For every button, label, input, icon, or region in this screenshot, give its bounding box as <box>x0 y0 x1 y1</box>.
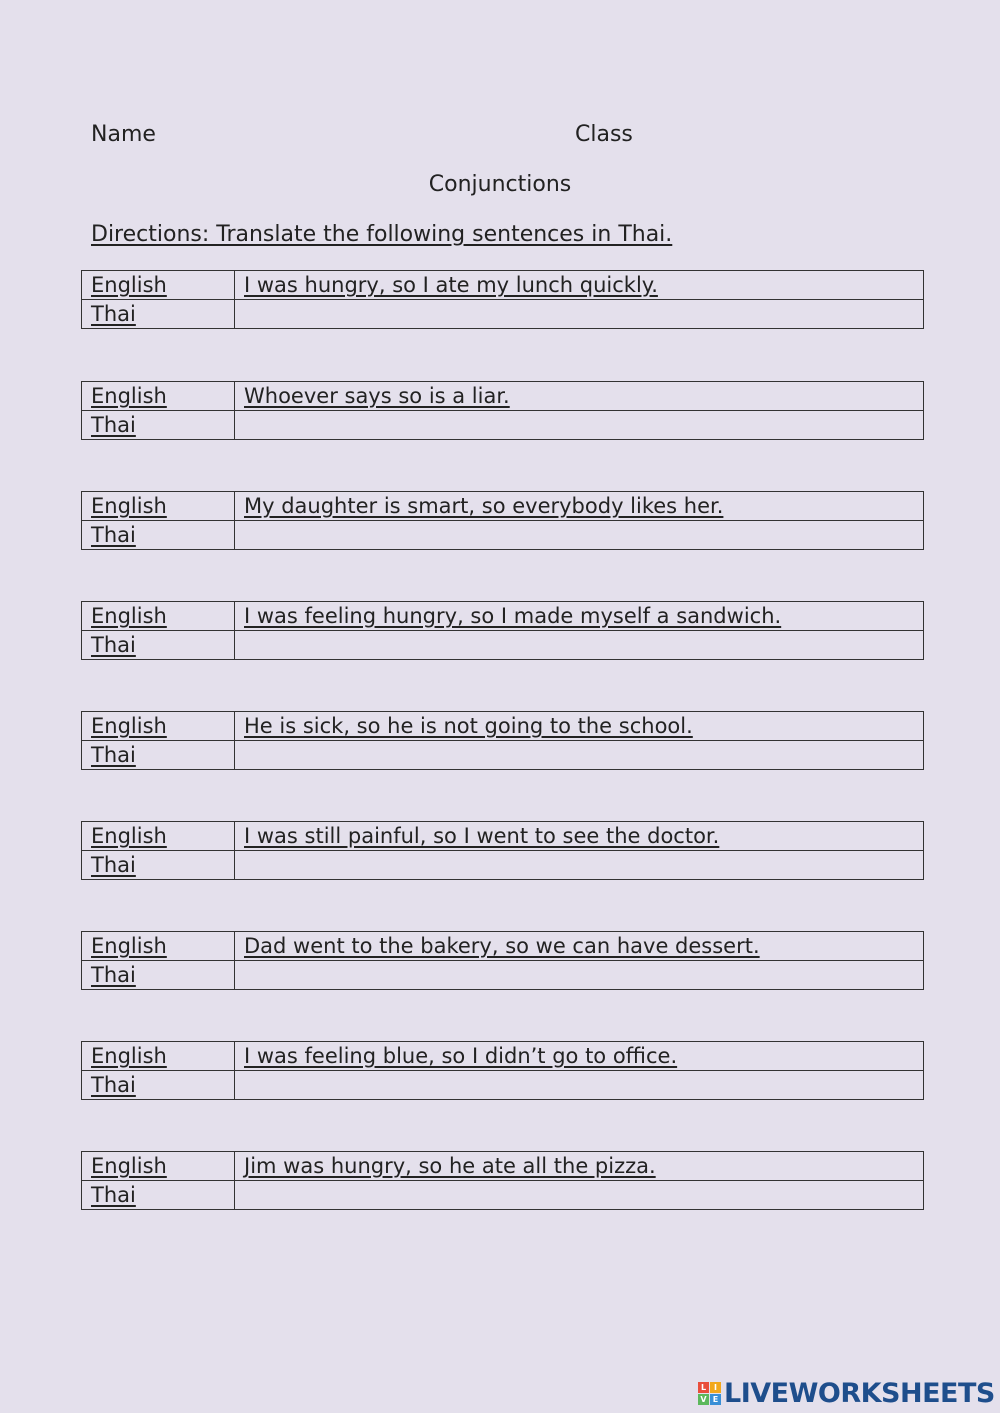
thai-answer-cell[interactable] <box>235 741 924 770</box>
page-title: Conjunctions <box>428 172 572 197</box>
thai-row <box>82 521 924 550</box>
thai-label: Thai <box>82 521 235 550</box>
exercise-table <box>81 1041 924 1100</box>
logo-text: LIVEWORKSHEETS <box>724 1377 995 1409</box>
exercise-table <box>81 931 924 990</box>
english-sentence: Dad went to the bakery, so we can have dessert. <box>235 932 924 961</box>
english-row <box>82 712 924 741</box>
english-label: English <box>82 602 235 631</box>
english-label: English <box>82 712 235 741</box>
thai-answer-cell[interactable] <box>235 631 924 660</box>
english-row <box>82 492 924 521</box>
english-label: English <box>82 271 235 300</box>
logo-mark-letter: V <box>698 1394 709 1405</box>
english-label: English <box>82 932 235 961</box>
english-sentence: He is sick, so he is not going to the school. <box>235 712 924 741</box>
thai-answer-cell[interactable] <box>235 521 924 550</box>
thai-label: Thai <box>82 961 235 990</box>
english-row <box>82 382 924 411</box>
thai-label: Thai <box>82 1071 235 1100</box>
thai-row <box>82 961 924 990</box>
thai-answer-cell[interactable] <box>235 1181 924 1210</box>
thai-row <box>82 851 924 880</box>
english-sentence: Jim was hungry, so he ate all the pizza. <box>235 1152 924 1181</box>
english-label: English <box>82 492 235 521</box>
thai-answer-cell[interactable] <box>235 851 924 880</box>
english-label: English <box>82 1042 235 1071</box>
thai-row <box>82 631 924 660</box>
thai-label: Thai <box>82 411 235 440</box>
directions: Directions: Translate the following sentences in Thai. <box>91 222 673 247</box>
exercise-table <box>81 270 924 329</box>
thai-answer-cell[interactable] <box>235 411 924 440</box>
english-sentence: I was hungry, so I ate my lunch quickly. <box>235 271 924 300</box>
logo-mark-letter: L <box>698 1382 709 1393</box>
logo-mark-icon <box>698 1382 721 1405</box>
thai-answer-cell[interactable] <box>235 1071 924 1100</box>
english-sentence: Whoever says so is a liar. <box>235 382 924 411</box>
thai-answer-cell[interactable] <box>235 300 924 329</box>
english-sentence: I was feeling hungry, so I made myself a sandwich. <box>235 602 924 631</box>
exercise-table <box>81 1151 924 1210</box>
english-label: English <box>82 822 235 851</box>
thai-label: Thai <box>82 741 235 770</box>
logo-mark-letter: E <box>710 1394 721 1405</box>
thai-row <box>82 411 924 440</box>
english-label: English <box>82 1152 235 1181</box>
thai-label: Thai <box>82 300 235 329</box>
english-row <box>82 822 924 851</box>
class-label: Class <box>575 122 633 147</box>
english-sentence: My daughter is smart, so everybody likes her. <box>235 492 924 521</box>
exercise-table <box>81 601 924 660</box>
thai-row <box>82 741 924 770</box>
exercise-table <box>81 821 924 880</box>
name-label: Name <box>91 122 156 147</box>
english-row <box>82 1152 924 1181</box>
english-sentence: I was feeling blue, so I didn’t go to office. <box>235 1042 924 1071</box>
thai-label: Thai <box>82 851 235 880</box>
english-row <box>82 932 924 961</box>
english-row <box>82 602 924 631</box>
thai-label: Thai <box>82 631 235 660</box>
exercise-table <box>81 381 924 440</box>
english-label: English <box>82 382 235 411</box>
logo-mark-letter: I <box>710 1382 721 1393</box>
thai-row <box>82 1071 924 1100</box>
english-row <box>82 271 924 300</box>
thai-row <box>82 1181 924 1210</box>
exercise-table <box>81 491 924 550</box>
thai-row <box>82 300 924 329</box>
thai-answer-cell[interactable] <box>235 961 924 990</box>
exercise-table <box>81 711 924 770</box>
english-row <box>82 1042 924 1071</box>
thai-label: Thai <box>82 1181 235 1210</box>
english-sentence: I was still painful, so I went to see the doctor. <box>235 822 924 851</box>
liveworksheets-logo <box>698 1378 995 1408</box>
